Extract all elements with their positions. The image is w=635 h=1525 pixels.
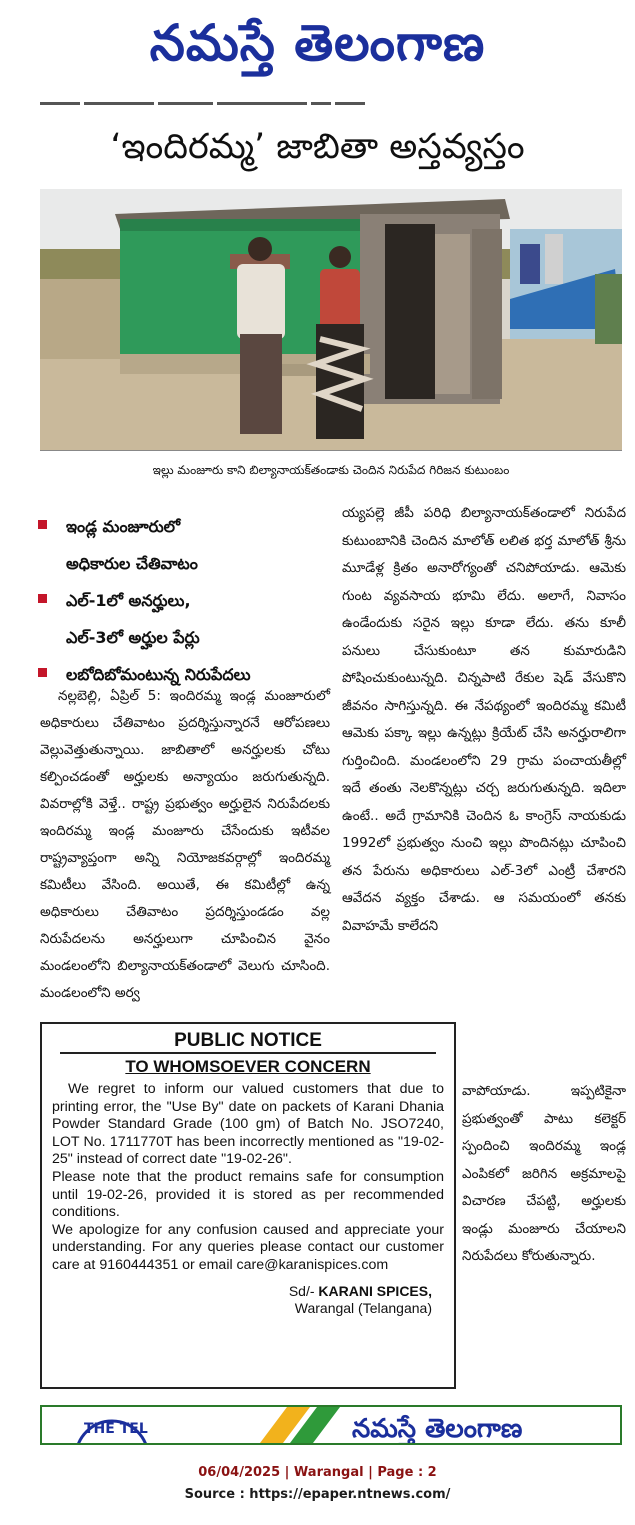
photo-caption: ఇల్లు మంజూరు కాని బిల్యానాయక్‌తండాకు చెందిన నిరుపేద గిరిజన కుటుంబం xyxy=(152,463,510,477)
article-body-right-continued: వాపోయాడు. ఇప్పటికైనా ప్రభుత్వంతో పాటు కలెక్టర్‌ స్పందించి ఇందిరమ్మ ఇండ్ల ఎంపికలో జరిగిన అక్రమాలపై విచారణ చేపట్టి, అర్హులకు ఇండ్లు మంజూరు చేయాలని నిరుపేదలు కోరుతున్నారు. xyxy=(462,1083,626,1264)
cut-off-text-fragment xyxy=(40,93,460,105)
notice-sign-place: Warangal (Telangana) xyxy=(294,1299,432,1316)
source-link[interactable]: Source : https://epaper.ntnews.com/ xyxy=(184,1487,451,1502)
ad-seal-text: THE TEL xyxy=(84,1421,148,1437)
article-body-right: య్యపల్లె జీపీ పరిధి బిల్యానాయక్‌తండాలో నిరుపేద కుటుంబానికి చెందిన మాలోత్‌ లలిత భర్త మాలోత్‌ శ్రీను మూడేళ్ల క్రితం అనారోగ్యంతో చనిపోయాడు. ఆమెకు గుంట వ్యవసాయ భూమి లేదు. అలాగే, నివాసం ఉండేందుకు సరైన ఇల్లు కూడా లేదు. తను కూలీ పనులు చేసుకుంటూ తన కుమారుడిని పోషించుకుంటున్నది. చిన్నపాటి రేకుల షెడ్‌ వేసుకొని జీవనం సాగిస్తున్నది. ఈ నేపథ్యంలో ఇందిరమ్మ కమిటీ ఆమెకు పక్కా ఇల్లు ఉన్నట్లు క్రియేట్‌ చేసి అనర్హురాలిగా గుర్తించింది. మండలంలోని 29 గ్రామ పంచాయతీల్లో ఇదే తంతు నెలకొన్నట్లు చర్చ జరుగుతున్నది. ఇదిలా ఉంటే.. అదే గ్రామానికి చెందిన ఓ కాంగ్రెస్‌ నాయకుడు 1992లో ప్రభుత్వం నుంచి ఇల్లు పొందినట్లు చూపించి తన పేరును అధికారులు ఎల్‌-3లో ఎంట్రీ చేశారని ఆవేదన వ్యక్తం చేశాడు. ఆ సమయంలో తనకు వివాహమే కాలేదని xyxy=(342,505,626,934)
notice-paragraph: Please note that the product remains safe for consumption until 19-02-26, provided it is stored as per recommended conditions. xyxy=(52,1168,444,1221)
advertisement-strip xyxy=(40,1405,622,1445)
page-footer xyxy=(0,1462,635,1506)
newspaper-logo: నమస్తే తెలంగాణ xyxy=(149,14,486,72)
notice-subtitle: TO WHOMSOEVER CONCERN xyxy=(125,1057,371,1076)
highlight-item-continued: ఎల్‌-3లో అర్హుల పేర్లు xyxy=(66,628,200,647)
notice-title: PUBLIC NOTICE xyxy=(60,1030,436,1054)
notice-sign-prefix: Sd/- xyxy=(288,1282,319,1299)
notice-sign-company: KARANI SPICES, xyxy=(318,1282,432,1299)
highlight-item: ఎల్‌-1లో అనర్హులు, xyxy=(38,582,328,619)
article-highlights xyxy=(38,508,328,693)
notice-signature xyxy=(52,1283,444,1317)
notice-paragraph: We regret to inform our valued customers that due to printing error, the "Use By" date on packets of Karani Dhania Powder Standard Grade (100 gm) of Batch No. JSO7240, LOT No. 1711770T has been incorrectly mentioned as "19-02-25" instead of correct date "19-02-26". xyxy=(52,1081,444,1168)
ad-logo-text: నమస్తే తెలంగాణ xyxy=(352,1414,523,1444)
article-headline: ‘ఇందిరమ్మ’ జాబితా అస్తవ్యస్తం xyxy=(110,127,525,167)
edition-info: 06/04/2025 | Warangal | Page : 2 xyxy=(198,1465,437,1480)
masthead xyxy=(0,0,635,92)
highlight-item: ఇండ్ల మంజూరులో xyxy=(38,508,328,545)
public-notice xyxy=(40,1022,456,1389)
highlight-item: లబోదిబోమంటున్న నిరుపేదలు xyxy=(38,656,328,693)
article-photo xyxy=(40,189,622,451)
highlight-item-continued: అధికారుల చేతివాటం xyxy=(66,554,198,573)
notice-paragraph: We apologize for any confusion caused and appreciate your understanding. For any queries please contact our customer care at 9160444351 or email care@karanispices.com xyxy=(52,1221,444,1273)
article-body-left: నల్లబెల్లి, ఏప్రిల్‌ 5: ఇందిరమ్మ ఇండ్ల మంజూరులో అధికారులు చేతివాటం ప్రదర్శిస్తున్నారనే ఆరోపణలు వెల్లువెత్తుతున్నాయి. జాబితాలో అనర్హులకు చోటు కల్పించడంతో అర్హులకు అన్యాయం జరుగుతున్నది. వివరాల్లోకి వెళ్తే.. రాష్ట్ర ప్రభుత్వం అర్హులైన నిరుపేదలకు ఇందిరమ్మ ఇండ్ల మంజూరు చేసేందుకు ఇటీవల రాష్ట్రవ్యాప్తంగా అన్ని నియోజకవర్గాల్లో ఇందిరమ్మ కమిటీలు వేసింది. అయితే, ఈ కమిటీల్లో ఉన్న అధికారులు చేతివాటం ప్రదర్శిస్తుండడం వల్ల నిరుపేదలను అనర్హులుగా చూపించిన వైనం మండలంలోని బిల్యానాయక్‌తండాలో వెలుగు చూసింది. మండలంలోని అర్వ xyxy=(40,688,330,1001)
